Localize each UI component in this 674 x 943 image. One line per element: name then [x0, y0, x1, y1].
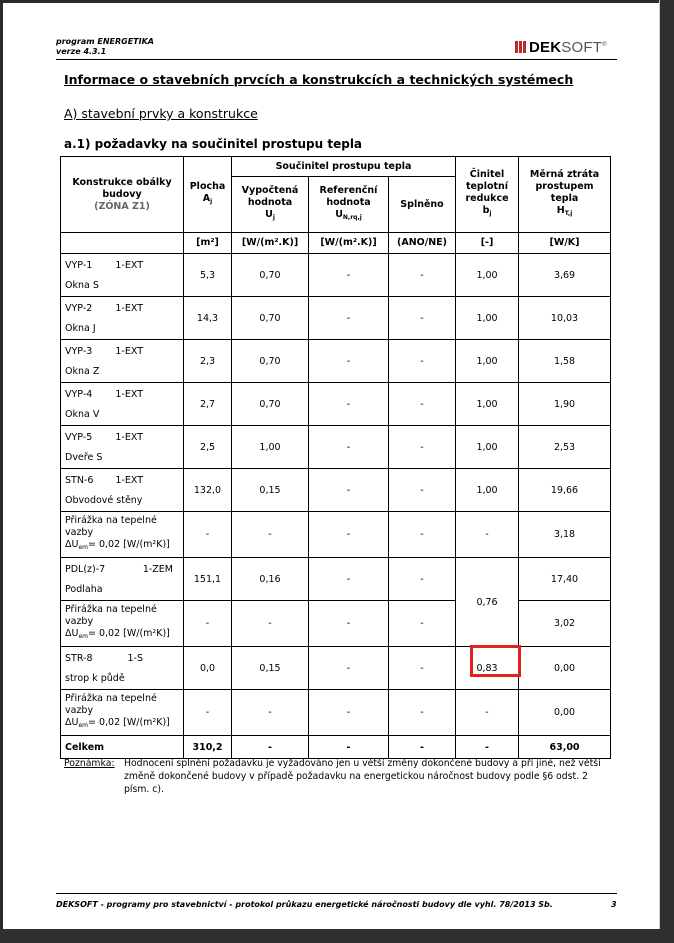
- table-row: Přirážka na tepelné vazby $\Delta U_{em}= 0,02$ [W/(m²K)] - - - - - 0,00: [61, 690, 611, 736]
- table-row: VYP-4 1-EXT Okna V 2,7 0,70 - - 1,00 1,90: [61, 383, 611, 426]
- section-title: Informace o stavebních prvcích a konstrukcích a technických systémech: [64, 72, 574, 87]
- table-row: VYP-2 1-EXT Okna J 14,3 0,70 - - 1,00 10,03: [61, 297, 611, 340]
- table-row: VYP-1 1-EXT Okna S 5,3 0,70 - - 1,00 3,69: [61, 254, 611, 297]
- footer-text: DEKSOFT - programy pro stavebnictví - protokol průkazu energetické náročnosti budovy dle vyhl. 78/2013 Sb.: [56, 900, 553, 909]
- table-row: VYP-5 1-EXT Dveře S 2,5 1,00 - - 1,00 2,53: [61, 426, 611, 469]
- u-value-table: [60, 156, 611, 759]
- col-loss-header: Měrná ztráta prostupem tepla $H_{T,j}$: [519, 157, 611, 233]
- unit-u-calc: [W/(m².K)]: [232, 233, 309, 254]
- note-text: Hodnocení splnění požadavku je vyžadováno jen u větší změny dokončené budovy a při jiné, než větší změně dokončené budovy v případě požadavku na energetickou náročnost budovy podle §6 odst. 2 písm. c).: [124, 758, 601, 795]
- unit-factor: [-]: [456, 233, 519, 254]
- col-fulfilled-header: Splněno: [389, 177, 456, 233]
- logo-registered-mark: ®: [602, 41, 607, 48]
- program-version: verze 4.3.1: [56, 47, 107, 56]
- col-factor-header: Činitel teplotní redukce $b_j$: [456, 157, 519, 233]
- logo-bold: DEK: [529, 38, 562, 56]
- total-row: Celkem 310,2 - - - - 63,00: [61, 736, 611, 759]
- note-label: Poznámka:: [64, 758, 115, 769]
- col-u-calc-header: Vypočtená hodnota $U_j$: [232, 177, 309, 233]
- table-row: PDL(z)-7 1-ZEM Podlaha 151,1 0,16 - - 0,76 17,40: [61, 558, 611, 601]
- table-row: STR-8 1-S strop k půdě 0,0 0,15 - - 0,83 0,00: [61, 647, 611, 690]
- program-name: program ENERGETIKA: [56, 37, 154, 46]
- footer-rule: [56, 893, 617, 894]
- unit-fulfilled: (ANO/NE): [389, 233, 456, 254]
- table-row: STN-6 1-EXT Obvodové stěny 132,0 0,15 - - 1,00 19,66: [61, 469, 611, 512]
- unit-u-ref: [W/(m².K)]: [309, 233, 389, 254]
- table-row: Přirážka na tepelné vazby $\Delta U_{em}= 0,02$ [W/(m²K)] - - - - 3,02: [61, 601, 611, 647]
- col-u-ref-header: Referenční hodnota $U_{N,rq,j}$: [309, 177, 389, 233]
- unit-area: [m²]: [184, 233, 232, 254]
- page-number: 3: [611, 900, 617, 909]
- col-u-group-header: Součinitel prostupu tepla: [232, 157, 456, 177]
- logo-light: SOFT: [561, 38, 603, 56]
- subsection-title: A) stavební prvky a konstrukce: [64, 106, 258, 121]
- unit-loss: [W/K]: [519, 233, 611, 254]
- program-info: [56, 37, 154, 57]
- window-frame-bottom: [0, 929, 674, 943]
- col-area-header: Plocha $A_j$: [184, 157, 232, 233]
- window-frame-right: [660, 0, 674, 943]
- table-row: Přirážka na tepelné vazby $\Delta U_{em}= 0,02$ [W/(m²K)] - - - - - 3,18: [61, 512, 611, 558]
- window-frame-left: [0, 0, 3, 943]
- zone-label: (ZÓNA Z1): [94, 200, 150, 212]
- table-row: VYP-3 1-EXT Okna Z 2,3 0,70 - - 1,00 1,58: [61, 340, 611, 383]
- units-row: [61, 233, 611, 254]
- window-frame-top: [0, 0, 674, 3]
- factor-highlighted-cell: 0,83: [456, 647, 519, 690]
- deksoft-logo: [515, 39, 607, 55]
- col-construction-header: Konstrukce obálky budovy (ZÓNA Z1): [61, 157, 184, 233]
- logo-bars-icon: [515, 41, 526, 53]
- header-rule: [56, 59, 617, 60]
- highlight-box: [470, 645, 521, 677]
- table-title: a.1) požadavky na součinitel prostupu tepla: [64, 137, 363, 151]
